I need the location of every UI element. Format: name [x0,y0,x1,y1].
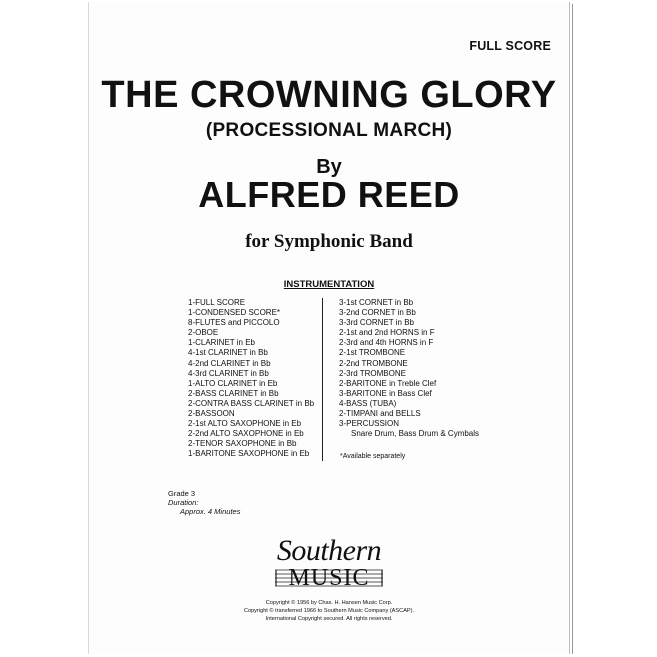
page-title: THE CROWNING GLORY [101,74,557,116]
copyright-line: International Copyright secured. All rights reserved. [265,616,393,623]
instrument-item: 2-BARITONE in Treble Clef [339,378,437,388]
logo-southern-text: Southern [276,534,382,567]
grade-block [168,489,240,516]
instrument-item: 2-2nd TROMBONE [339,358,408,368]
score-cover-page [88,2,570,654]
instrument-item: 1-FULL SCORE [188,298,246,307]
instrument-item: 4-BASS (TUBA) [339,398,397,408]
instrument-item: 2-2nd ALTO SAXOPHONE in Eb [188,429,304,439]
composer-name: ALFRED REED [198,174,460,215]
instrument-item: 4-3rd CLARINET in Bb [188,368,269,378]
instrument-item: 2-3rd TROMBONE [339,368,406,378]
copyright-line: Copyright © transferred 1966 to Southern Music Company (ASCAP). [243,608,415,615]
grade-label: Grade 3 [168,489,196,498]
instrument-item: 3-BARITONE in Bass Clef [339,388,432,398]
percussion-detail: Snare Drum, Bass Drum & Cymbals [351,429,480,439]
availability-note: *Available separately [340,453,406,460]
instrument-item: 2-1st TROMBONE [339,348,406,358]
instrument-item: 2-BASS CLARINET in Bb [188,388,279,398]
instrument-item: 2-1st ALTO SAXOPHONE in Eb [188,419,302,429]
ensemble-label: for Symphonic Band [245,231,413,252]
instrument-item: 4-2nd CLARINET in Bb [188,358,271,368]
instrumentation-left-column [188,298,323,461]
instrument-item: 2-CONTRA BASS CLARINET in Bb [188,398,315,408]
full-score-label: FULL SCORE [469,39,551,53]
instrumentation-heading: INSTRUMENTATION [283,279,375,290]
instrumentation-right-column [339,298,479,439]
southern-music-logo [269,534,389,592]
duration-value: Approx. 4 Minutes [180,507,241,516]
instrument-item: 3-PERCUSSION [339,419,400,429]
instrument-item: 3-3rd CORNET in Bb [339,318,414,328]
instrument-item: 1-CONDENSED SCORE* [188,308,281,318]
instrument-item: 1-ALTO CLARINET in Eb [188,378,278,388]
instrument-item: 2-TENOR SAXOPHONE in Bb [188,439,297,449]
instrument-item: 3-1st CORNET in Bb [339,298,414,307]
instrument-item: 2-OBOE [188,328,219,338]
copyright-block [89,599,569,624]
instrument-item: 2-TIMPANI and BELLS [339,409,421,419]
by-label: By [316,156,342,178]
instrument-item: 2-1st and 2nd HORNS in F [339,328,435,338]
instrument-item: 1-BARITONE SAXOPHONE in Eb [188,449,310,459]
logo-music-text: MUSIC [288,565,370,591]
instrument-item: 3-2nd CORNET in Bb [339,308,416,318]
instrument-item: 1-CLARINET in Eb [188,338,255,348]
subtitle: (PROCESSIONAL MARCH) [205,120,453,141]
instrument-item: 8-FLUTES and PICCOLO [188,318,280,328]
copyright-line: Copyright © 1956 by Chas. H. Hansen Music Corp. [265,600,393,606]
instrument-item: 2-BASSOON [188,409,235,419]
duration-label: Duration: [168,498,199,507]
instrument-item: 4-1st CLARINET in Bb [188,348,268,358]
instrument-item: 2-3rd and 4th HORNS in F [339,338,434,348]
